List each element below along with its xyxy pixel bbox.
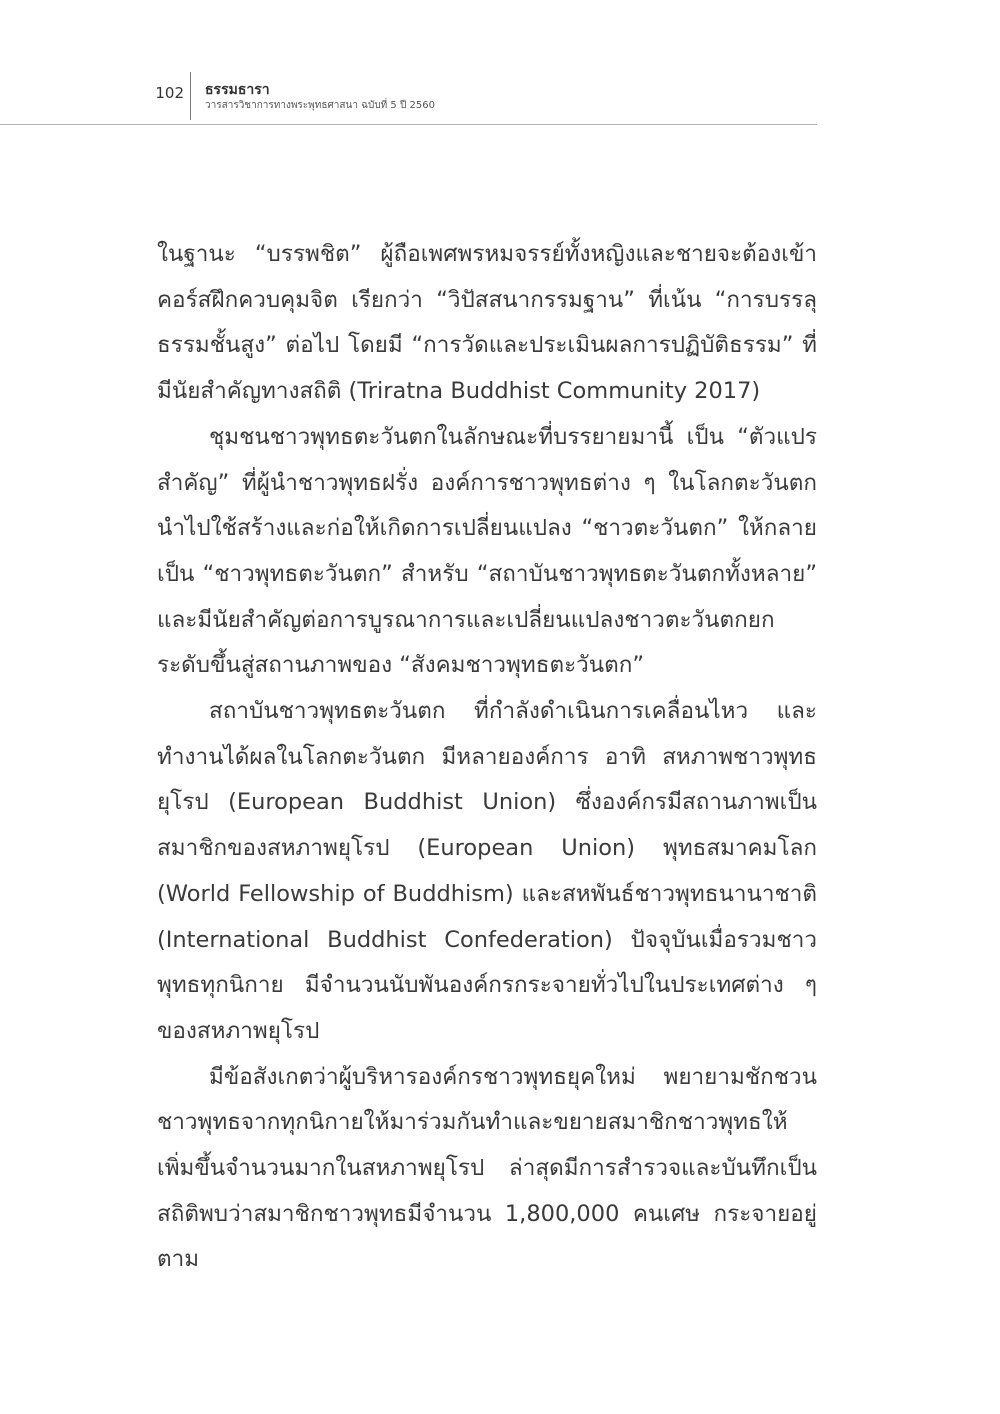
paragraph-continuation: ในฐานะ “บรรพชิต” ผู้ถือเพศพรหมจรรย์ทั้งหญิงและชายจะต้องเข้าคอร์สฝึกควบคุมจิต เรียกว่า “วิปัสสนากรรมฐาน” ที่เน้น “การบรรลุธรรมชั้นสูง” ต่อไป โดยมี “การวัดและประเมินผลการปฏิบัติธรรม” ที่มีนัยสำคัญทางสถิติ (Triratna Buddhist Community 2017) — [157, 241, 817, 405]
header-divider — [190, 72, 191, 120]
page-number: 102 — [155, 84, 184, 102]
paragraph-membership-observation: มีข้อสังเกตว่าผู้บริหารองค์กรชาวพุทธยุคใหม่ พยายามชักชวนชาวพุทธจากทุกนิกายให้มาร่วมกันทำและขยายสมาชิกชาวพุทธให้เพิ่มขึ้นจำนวนมากในสหภาพยุโรป ล่าสุดมีการสำรวจและบันทึกเป็นสถิติพบว่าสมาชิกชาวพุทธมีจำนวน 1,800,000 คนเศษ กระจายอยู่ตาม — [157, 1063, 817, 1273]
body-text — [157, 232, 817, 1283]
header-rule — [0, 124, 817, 125]
running-header — [0, 0, 1000, 130]
journal-title: ธรรมธารา — [205, 82, 270, 98]
paragraph-western-buddhist-community: ชุมชนชาวพุทธตะวันตกในลักษณะที่บรรยายมานี้ เป็น “ตัวแปรสำคัญ” ที่ผู้นำชาวพุทธฝรั่ง องค์การชาวพุทธต่าง ๆ ในโลกตะวันตกนำไปใช้สร้างและก่อให้เกิดการเปลี่ยนแปลง “ชาวตะวันตก” ให้กลายเป็น “ชาวพุทธตะวันตก” สำหรับ “สถาบันชาวพุทธตะวันตกทั้งหลาย” และมีนัยสำคัญต่อการบูรณาการและเปลี่ยนแปลงชาวตะวันตกยกระดับขึ้นสู่สถานภาพของ “สังคมชาวพุทธตะวันตก” — [157, 423, 817, 679]
journal-subtitle: วารสารวิชาการทางพระพุทธศาสนา ฉบับที่ 5 ปี 2560 — [205, 100, 435, 111]
paragraph-western-buddhist-institutions: สถาบันชาวพุทธตะวันตก ที่กำลังดำเนินการเคลื่อนไหว และทำงานได้ผลในโลกตะวันตก มีหลายองค์การ อาทิ สหภาพชาวพุทธยุโรป (European Buddhist Union) ซึ่งองค์กรมีสถานภาพเป็นสมาชิกของสหภาพยุโรป (European Union) พุทธสมาคมโลก (World Fellowship of Buddhism) และสหพันธ์ชาวพุทธนานาชาติ (International Buddhist Confederation) ปัจจุบันเมื่อรวมชาวพุทธทุกนิกาย มีจำนวนนับพันองค์กรกระจายทั่วไปในประเทศต่าง ๆ ของสหภาพยุโรป — [157, 698, 817, 1044]
